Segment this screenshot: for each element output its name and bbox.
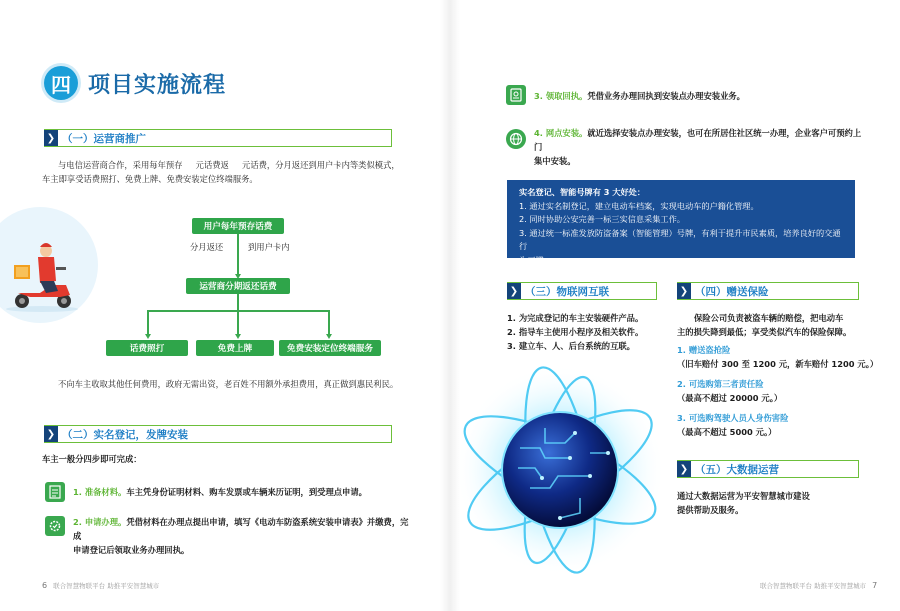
arrow-down-icon [145,334,151,339]
insurance-item-text: （最高不超过 20000 元。） [677,393,783,403]
info-line: 为习惯。 [519,254,552,265]
delivery-rider-illustration [0,205,110,325]
operator-promo-paragraph-cont [42,172,402,186]
paragraph-line: 不向车主收取其他任何费用，政府无需出资，老百姓不用额外承担费用，真正做到惠民利民。 [58,379,399,389]
operator-promo-paragraph [58,158,398,172]
step-text: 凭借材料在办理点提出申请，填写《电动车防盗系统安装申请表》并缴费，完成 [73,517,409,541]
insurance-item-title: 3. 可选购驾驶人员人身伤害险 [677,413,789,423]
paragraph-line: 提供帮助及服务。 [677,505,744,515]
chevron-right-icon: ❯ [677,461,691,477]
section-title: （四）赠送保险 [695,285,769,298]
benefits-info-box [507,180,855,265]
step-2 [73,515,413,557]
chapter-title [44,66,226,100]
section-title: （五）大数据运营 [695,463,779,476]
step-label: 2. 申请办理。 [73,517,127,527]
list-item: 3. 建立车、人、后台系统的互联。 [507,341,635,351]
flow-connector [237,310,239,336]
paragraph-line: 车主即享受话费照打、免费上牌、免费安装定位终端服务。 [42,174,258,184]
glowing-globe-image [450,358,670,583]
step-label: 4. 网点安装。 [534,128,588,138]
info-title: 实名登记、智能号牌有 3 大好处： [519,187,646,197]
arrow-down-icon [235,334,241,339]
step-text: 凭借业务办理回执到安装点办理安装业务。 [587,91,745,101]
section-title: （二）实名登记，发牌安装 [62,428,188,441]
step-text-cont: 申请登记后领取业务办理回执。 [73,545,190,555]
chapter-number-badge: 四 [44,66,78,100]
flow-connector [328,310,330,336]
arrow-down-icon [326,334,332,339]
flow-box-operator-return: 运营商分期返还话费 [186,278,290,294]
step-text-cont: 集中安装。 [534,156,576,166]
chevron-right-icon: ❯ [44,426,58,442]
chevron-right-icon: ❯ [507,283,521,299]
flow-box-prepay: 用户每年预存话费 [192,218,284,234]
page-number: 7 [872,581,878,590]
info-line: 3. 通过统一标准发放防盗备案（智能管理）号牌，有利于提升市民素质，培养良好的交通行 [519,227,841,251]
section-header-operator-promo [44,129,392,147]
list-item: 1. 为完成登记的车主安装硬件产品。 [507,313,644,323]
flow-box-free-plate: 免费上牌 [196,340,274,356]
step-1 [73,485,403,499]
page-fold-shadow [440,0,460,611]
registration-intro [42,452,142,466]
section-title: （一）运营商推广 [62,132,146,145]
page-footer-right [760,581,877,590]
no-extra-fee-paragraph [58,377,418,391]
step-label: 3. 领取回执。 [534,91,588,101]
big-data-paragraph [677,489,877,517]
flow-label-monthly-return: 分月返还 [190,242,224,252]
section-header-big-data [677,460,859,478]
chevron-right-icon: ❯ [44,130,58,146]
flow-connector [147,310,149,336]
page-number: 6 [42,581,48,590]
step-text: 车主凭身份证明材料、购车发票或车辆来历证明，到受理点申请。 [126,487,367,497]
list-item: 2. 指导车主使用小程序及相关软件。 [507,327,644,337]
page-footer-left [42,581,159,590]
paragraph-line: 车主一般分四步即可完成： [42,454,142,464]
paragraph-line: 保险公司负责被盗车辆的赔偿，把电动车 [694,313,844,323]
section-header-registration [44,425,392,443]
step-3 [534,89,854,103]
flow-connector [237,234,239,276]
document-icon [45,482,65,502]
step-text: 就近选择安装点办理安装，也可在所居住社区统一办理，企业客户可预约上门 [534,128,862,152]
footer-text: 联合智慧物联平台 助推平安智慧城市 [760,582,867,590]
step-label: 1. 准备材料。 [73,487,127,497]
section-title: （三）物联网互联 [525,285,609,298]
flow-box-free-calls: 话费照打 [106,340,188,356]
paragraph-line: 主的损失降到最低；享受类似汽车的保险保障。 [677,327,852,337]
insurance-items [677,343,877,439]
insurance-item-title: 1. 赠送盗抢险 [677,345,731,355]
insurance-item-text: （旧车赔付 300 至 1200 元，新车赔付 1200 元。） [677,359,879,369]
right-page [450,0,900,611]
flow-box-free-install: 免费安装定位终端服务 [279,340,381,356]
flow-connector [237,294,239,310]
paragraph-line: 与电信运营商合作，采用每年预存 元话费返 元话费，分月返还到用户卡内等类似模式， [58,160,400,170]
globe-icon [506,129,526,149]
paragraph-line: 通过大数据运营为平安智慧城市建设 [677,491,810,501]
section-header-iot [507,282,657,300]
step-4 [534,126,864,168]
info-line: 2. 同时协助公安完善一标三实信息采集工作。 [519,214,685,224]
chapter-title-text: 项目实施流程 [88,72,227,98]
insurance-item-title: 2. 可选购第三者责任险 [677,379,764,389]
insurance-item-text: （最高不超过 5000 元。） [677,427,777,437]
chevron-right-icon: ❯ [677,283,691,299]
insurance-paragraph [677,311,877,339]
iot-list [507,311,687,353]
footer-text: 联合智慧物联平台 助推平安智慧城市 [53,582,160,590]
gear-check-icon [45,516,65,536]
info-line: 1. 通过实名制登记，建立电动车档案，实现电动车的户籍化管理。 [519,200,759,211]
receipt-icon [506,85,526,105]
section-header-insurance [677,282,859,300]
flow-label-to-card: 到用户卡内 [248,242,290,252]
